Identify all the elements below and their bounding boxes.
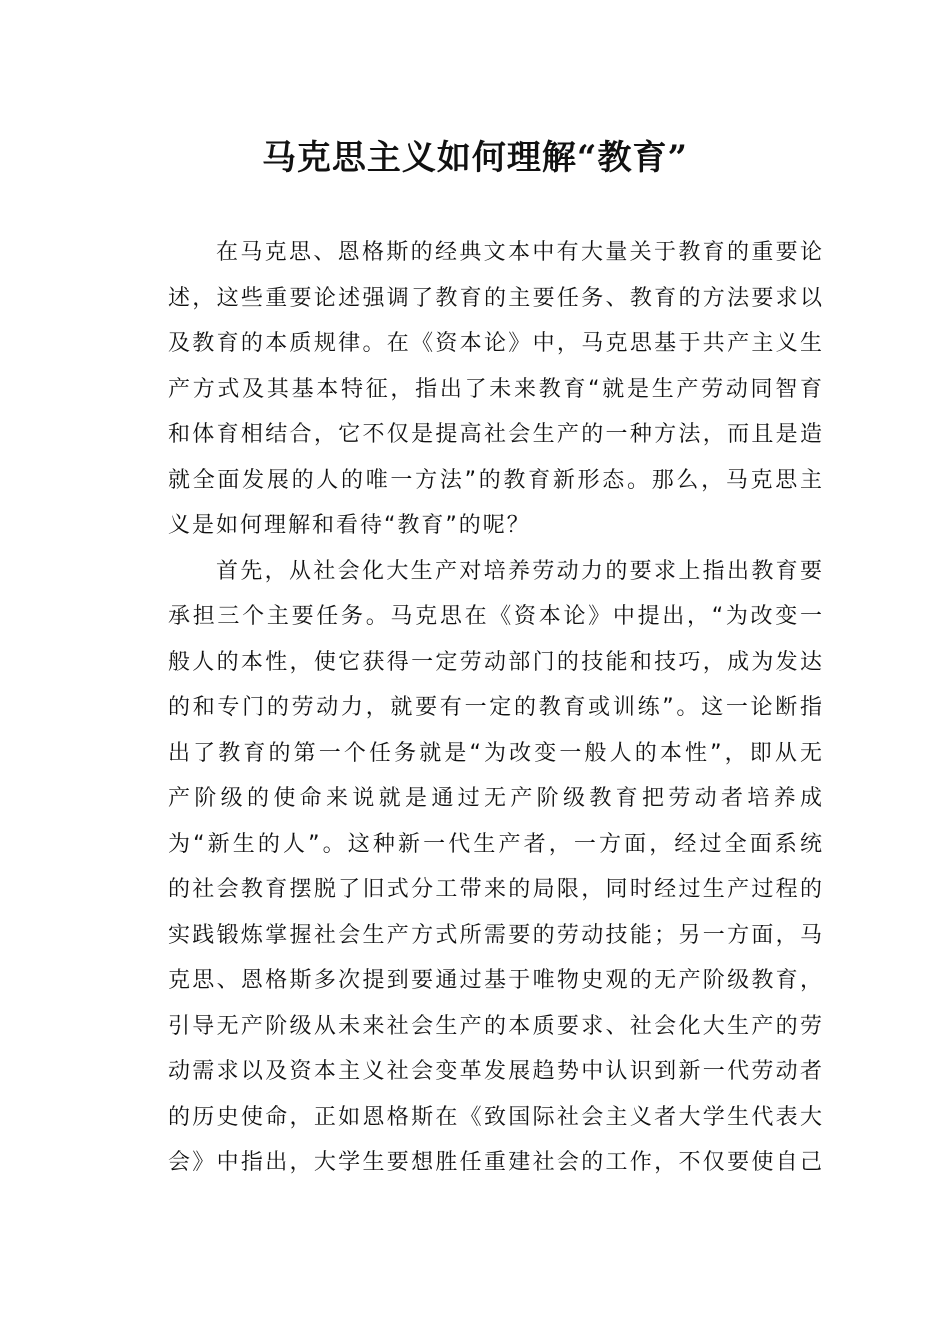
text-line: 出了教育的第一个任务就是“为改变一般人的本性”，即从无 <box>168 740 824 766</box>
text-line: 产方式及其基本特征，指出了未来教育“就是生产劳动同智育 <box>168 376 824 402</box>
text-line: 在马克思、恩格斯的经典文本中有大量关于教育的重要论 <box>216 240 824 265</box>
paragraph-2 <box>120 549 824 1186</box>
text-line: 动需求以及资本主义社会变革发展趋势中认识到新一代劳动者 <box>168 1059 824 1084</box>
document-title: 马克思主义如何理解“教育” <box>261 138 689 178</box>
text-line: 首先，从社会化大生产对培养劳动力的要求上指出教育要 <box>216 558 824 584</box>
text-line: 为“新生的人”。这种新一代生产者，一方面，经过全面系统 <box>168 831 824 857</box>
text-line: 的社会教育摆脱了旧式分工带来的局限，同时经过生产过程的 <box>168 877 824 902</box>
text-line: 实践锻炼掌握社会生产方式所需要的劳动技能；另一方面，马 <box>168 922 824 948</box>
text-line: 及教育的本质规律。在《资本论》中，马克思基于共产主义生 <box>168 331 824 356</box>
text-line: 会》中指出，大学生要想胜任重建社会的工作，不仅要使自己 <box>168 1150 824 1175</box>
paragraph-1 <box>120 230 824 549</box>
text-line: 述，这些重要论述强调了教育的主要任务、教育的方法要求以 <box>168 285 824 311</box>
text-line: 的历史使命，正如恩格斯在《致国际社会主义者大学生代表大 <box>168 1104 824 1130</box>
text-line: 承担三个主要任务。马克思在《资本论》中提出，“为改变一 <box>168 604 824 629</box>
text-line: 引导无产阶级从未来社会生产的本质要求、社会化大生产的劳 <box>168 1013 824 1039</box>
text-line: 克思、恩格斯多次提到要通过基于唯物史观的无产阶级教育， <box>168 968 824 993</box>
document-body <box>120 230 824 1186</box>
text-line: 产阶级的使命来说就是通过无产阶级教育把劳动者培养成 <box>168 786 824 811</box>
text-line: 的和专门的劳动力，就要有一定的教育或训练”。这一论断指 <box>168 695 824 720</box>
text-line: 就全面发展的人的唯一方法”的教育新形态。那么，马克思主 <box>168 467 824 493</box>
text-line: 义是如何理解和看待“教育”的呢？ <box>168 513 531 538</box>
text-line: 般人的本性，使它获得一定劳动部门的技能和技巧，成为发达 <box>168 649 824 675</box>
text-line: 和体育相结合，它不仅是提高社会生产的一种方法，而且是造 <box>168 422 824 447</box>
